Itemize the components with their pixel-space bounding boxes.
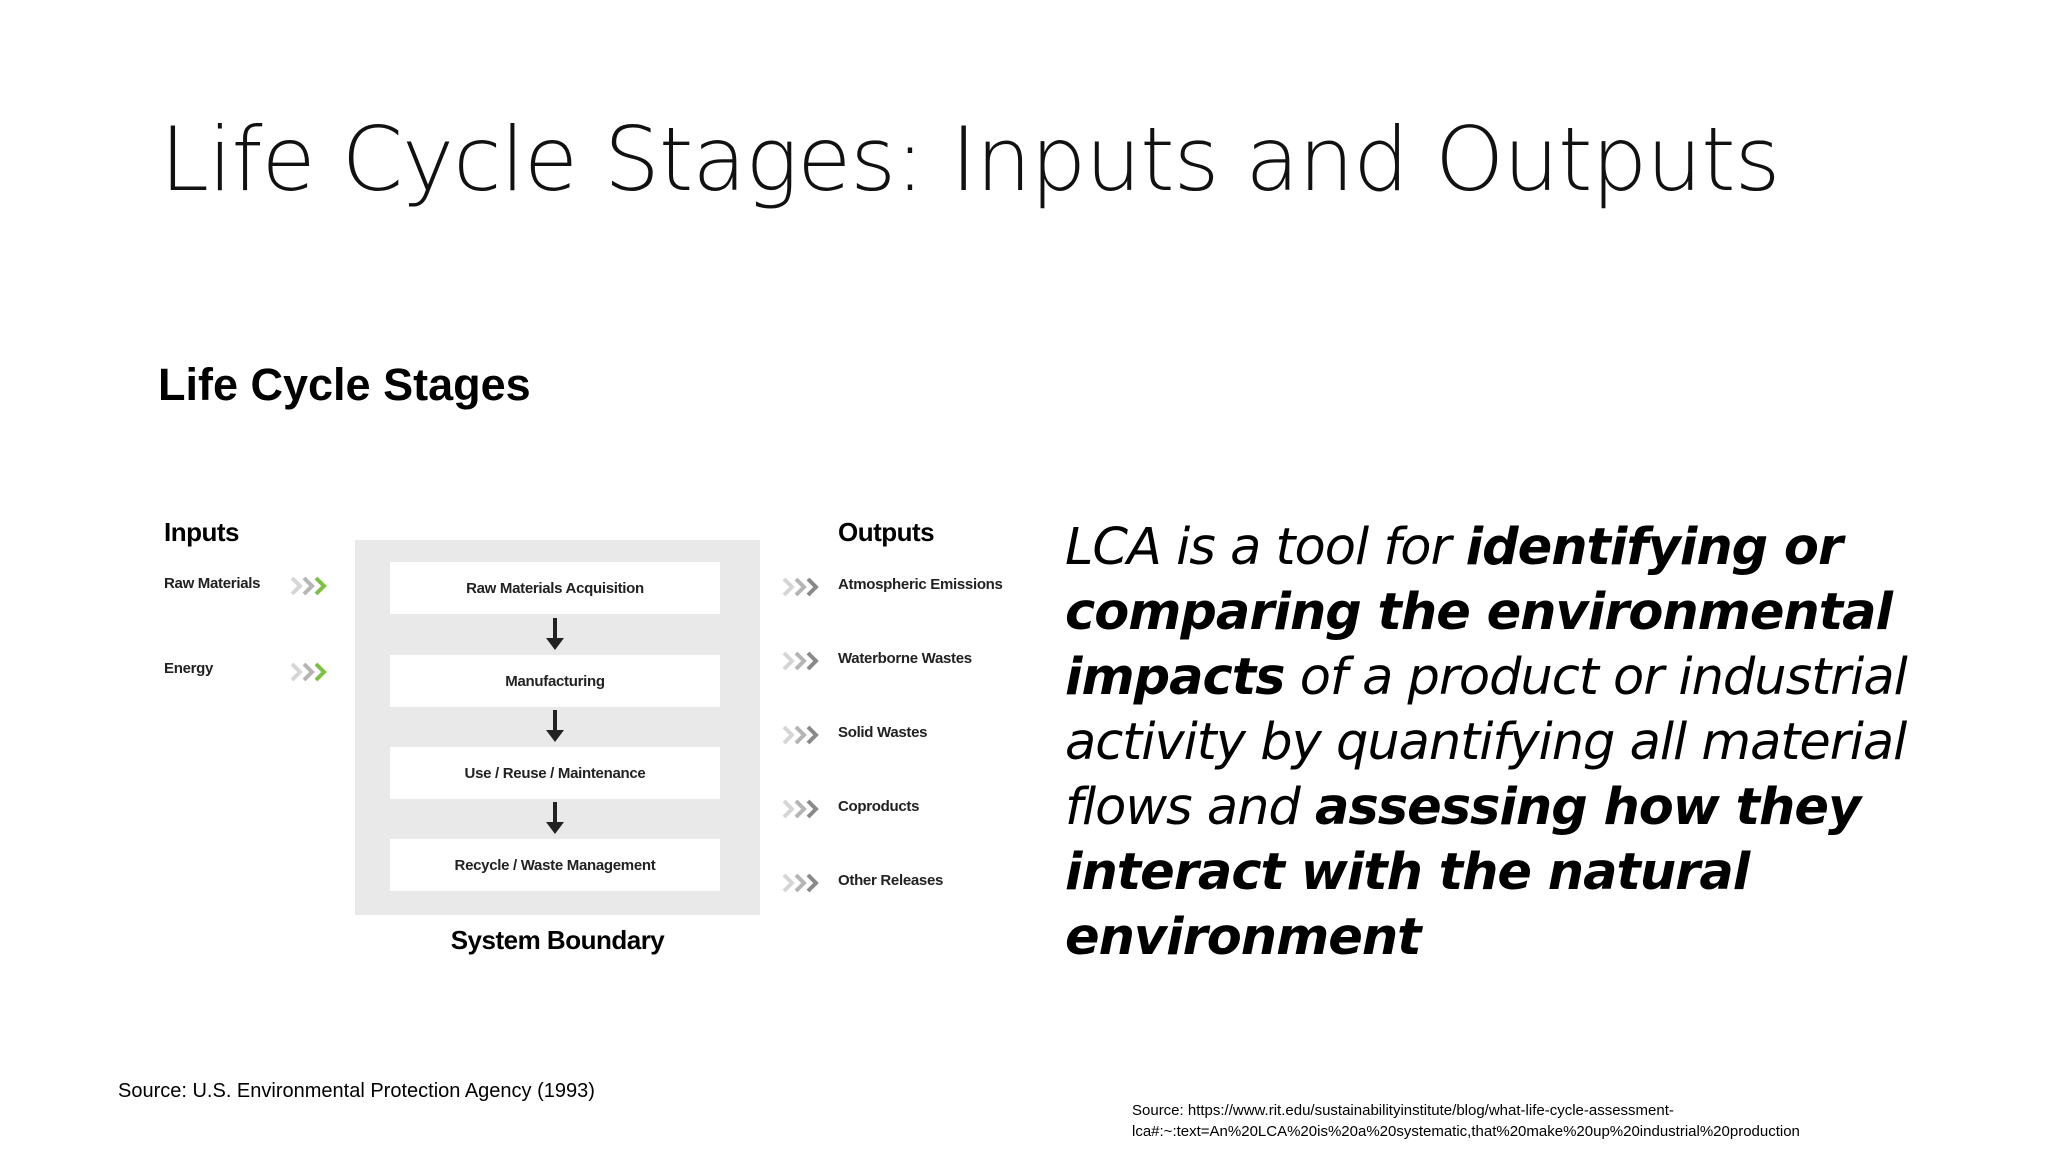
lca-definition-quote (1065, 515, 1985, 970)
input-arrow-icon (290, 575, 338, 597)
quote-emphasis: identifying or comparing the environmental impacts (1065, 518, 1893, 707)
source-citation-epa: Source: U.S. Environmental Protection Agency (1993) (118, 1080, 595, 1102)
down-arrow-icon (543, 710, 567, 744)
output-label: Solid Wastes (838, 724, 928, 741)
section-heading: Life Cycle Stages (158, 359, 531, 410)
output-arrow-icon (782, 872, 830, 894)
source-citation-rit (1132, 1100, 2032, 1142)
outputs-header: Outputs (838, 517, 935, 547)
output-label: Other Releases (838, 872, 944, 889)
input-label: Energy (164, 660, 214, 677)
stage-box: Manufacturing (390, 655, 720, 707)
stage-box: Use / Reuse / Maintenance (390, 747, 720, 799)
output-arrow-icon (782, 576, 830, 598)
slide-title: Life Cycle Stages: Inputs and Outputs (160, 108, 1780, 211)
output-label: Coproducts (838, 798, 920, 815)
output-arrow-icon (782, 798, 830, 820)
output-arrow-icon (782, 724, 830, 746)
input-arrow-icon (290, 661, 338, 683)
system-boundary (355, 540, 760, 915)
source-url-line: lca#:~:text=An%20LCA%20is%20a%20systematic,that%20make%20up%20industrial%20production (1132, 1123, 1800, 1140)
output-arrow-icon (782, 650, 830, 672)
source-url-line: Source: https://www.rit.edu/sustainabilityinstitute/blog/what-life-cycle-assessment- (1132, 1102, 1674, 1119)
output-label: Waterborne Wastes (838, 650, 972, 667)
quote-text: LCA is a tool for (1065, 518, 1466, 577)
output-label: Atmospheric Emissions (838, 576, 1003, 593)
system-boundary-label: System Boundary (450, 925, 665, 955)
input-label: Raw Materials (164, 575, 261, 592)
quote-text: of a product or industrial activity by quantifying all material flows and (1065, 648, 1907, 837)
down-arrow-icon (543, 802, 567, 836)
stage-box: Raw Materials Acquisition (390, 562, 720, 614)
stage-box: Recycle / Waste Management (390, 839, 720, 891)
quote-emphasis: assessing how they interact with the natural environment (1065, 778, 1861, 967)
inputs-header: Inputs (164, 517, 239, 547)
down-arrow-icon (543, 618, 567, 652)
life-cycle-diagram (150, 505, 1030, 965)
